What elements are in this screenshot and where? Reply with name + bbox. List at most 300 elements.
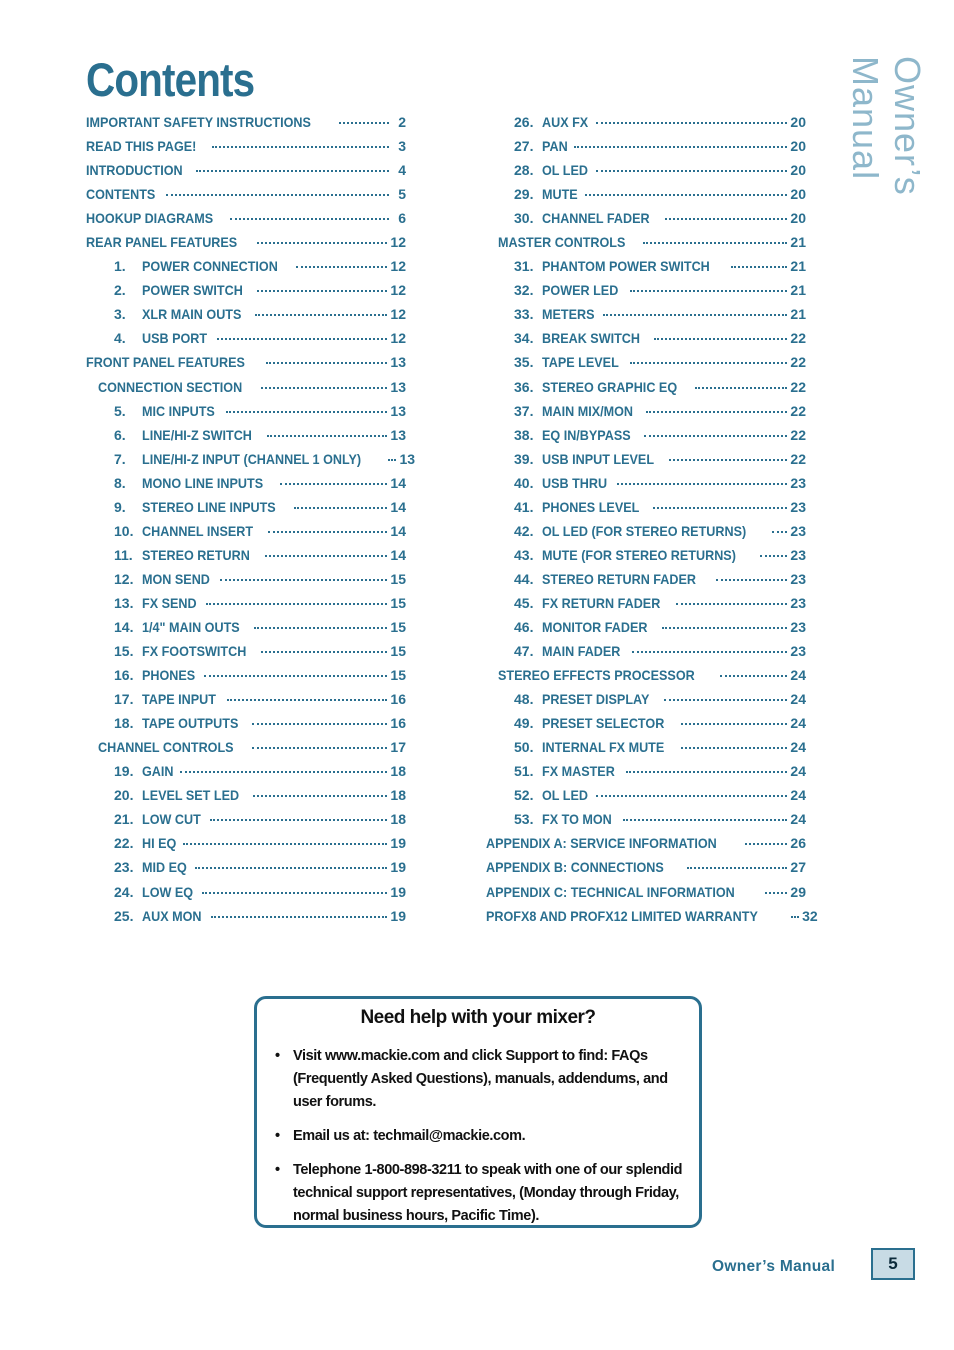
dot-leader bbox=[294, 507, 388, 509]
dot-leader bbox=[596, 122, 787, 124]
toc-entry-page: 24 bbox=[790, 763, 806, 780]
toc-entry-number: 46. bbox=[514, 618, 534, 635]
toc-entry-number: 34. bbox=[514, 330, 534, 347]
toc-entry[interactable] bbox=[484, 182, 806, 206]
dot-leader bbox=[180, 771, 387, 773]
dot-leader bbox=[261, 651, 388, 653]
dot-leader bbox=[731, 266, 787, 268]
toc-entry-number: 43. bbox=[514, 546, 534, 563]
dot-leader bbox=[211, 916, 387, 918]
toc-entry-page: 13 bbox=[390, 354, 406, 371]
dot-leader bbox=[212, 146, 389, 148]
toc-entry-page: 22 bbox=[790, 450, 806, 467]
toc-entry-number: 22. bbox=[114, 835, 134, 852]
dot-leader bbox=[681, 747, 788, 749]
toc-entry-label: PAN bbox=[542, 138, 568, 155]
toc-entry-label: READ THIS PAGE! bbox=[86, 138, 197, 155]
dot-leader bbox=[257, 242, 387, 244]
toc-entry-number: 10. bbox=[114, 522, 134, 539]
help-item bbox=[275, 1125, 685, 1148]
toc-entry[interactable] bbox=[84, 326, 406, 350]
dot-leader bbox=[265, 555, 388, 557]
toc-entry-number: 4. bbox=[114, 330, 126, 347]
dot-leader bbox=[643, 242, 788, 244]
dot-leader bbox=[226, 411, 388, 413]
toc-entry-label: FX TO MON bbox=[542, 811, 612, 828]
toc-entry[interactable] bbox=[84, 543, 406, 567]
toc-entry-number: 15. bbox=[114, 643, 134, 660]
dot-leader bbox=[388, 459, 396, 461]
toc-entry-label: GAIN bbox=[142, 763, 174, 780]
dot-leader bbox=[632, 651, 787, 653]
toc-entry[interactable] bbox=[484, 567, 806, 591]
toc-entry-label: STEREO GRAPHIC EQ bbox=[542, 378, 678, 395]
toc-entry-label: POWER CONNECTION bbox=[142, 258, 278, 275]
dot-leader bbox=[603, 314, 787, 316]
toc-entry[interactable] bbox=[484, 543, 806, 567]
dot-leader bbox=[261, 387, 387, 389]
toc-entry-label: TAPE LEVEL bbox=[542, 354, 619, 371]
toc-entry-label: STEREO RETURN bbox=[142, 546, 250, 563]
toc-entry-number: 26. bbox=[514, 114, 534, 130]
dot-leader bbox=[252, 723, 387, 725]
dot-leader bbox=[585, 194, 788, 196]
dot-leader bbox=[252, 747, 388, 749]
toc-entry-number: 37. bbox=[514, 402, 534, 419]
toc-entry[interactable] bbox=[484, 134, 806, 158]
toc-entry-label: AUX FX bbox=[542, 114, 589, 130]
toc-entry[interactable] bbox=[84, 278, 406, 302]
dot-leader bbox=[630, 362, 787, 364]
dot-leader bbox=[687, 867, 788, 869]
toc-entry[interactable] bbox=[84, 206, 406, 230]
toc-entry-label: METERS bbox=[542, 306, 595, 323]
toc-entry-page: 22 bbox=[790, 354, 806, 371]
toc-entry-page: 23 bbox=[790, 498, 806, 515]
toc-entry[interactable] bbox=[84, 831, 406, 855]
toc-entry-label: HOOKUP DIAGRAMS bbox=[86, 210, 214, 227]
toc-entry[interactable] bbox=[84, 519, 406, 543]
toc-entry-number: 49. bbox=[514, 715, 534, 732]
toc-entry[interactable] bbox=[84, 567, 406, 591]
dot-leader bbox=[227, 699, 387, 701]
toc-entry-page: 23 bbox=[790, 522, 806, 539]
toc-entry-page: 18 bbox=[390, 787, 406, 804]
toc-entry-label: TAPE INPUT bbox=[142, 691, 216, 708]
toc-entry[interactable] bbox=[84, 711, 406, 735]
toc-entry-label: AUX MON bbox=[142, 907, 202, 924]
help-item bbox=[275, 1159, 685, 1228]
toc-entry-label: TAPE OUTPUTS bbox=[142, 715, 239, 732]
toc-entry-label: EQ IN/BYPASS bbox=[542, 426, 631, 443]
toc-entry[interactable] bbox=[84, 615, 406, 639]
toc-entry-number: 52. bbox=[514, 787, 534, 804]
toc-entry-label: CHANNEL FADER bbox=[542, 210, 650, 227]
dot-leader bbox=[662, 627, 787, 629]
toc-entry-label: LOW CUT bbox=[142, 811, 201, 828]
toc-entry[interactable] bbox=[484, 711, 806, 735]
toc-entry[interactable] bbox=[484, 230, 806, 254]
toc-entry-number: 23. bbox=[114, 859, 134, 876]
toc-entry-label: MUTE (FOR STEREO RETURNS) bbox=[542, 546, 736, 563]
toc-entry-label: FX MASTER bbox=[542, 763, 615, 780]
toc-entry-label: HI EQ bbox=[142, 835, 177, 852]
dot-leader bbox=[596, 170, 787, 172]
dot-leader bbox=[268, 531, 387, 533]
dot-leader bbox=[266, 362, 388, 364]
toc-entry-page: 16 bbox=[390, 691, 406, 708]
toc-entry-page: 15 bbox=[390, 570, 406, 587]
toc-entry-label: REAR PANEL FEATURES bbox=[86, 234, 238, 251]
page-title: Contents bbox=[86, 53, 255, 106]
toc-entry-number: 29. bbox=[514, 186, 534, 203]
toc-entry[interactable] bbox=[484, 591, 806, 615]
toc-entry[interactable] bbox=[84, 230, 406, 254]
toc-entry[interactable] bbox=[484, 831, 806, 855]
toc-entry-page: 19 bbox=[390, 907, 406, 924]
dot-leader bbox=[257, 290, 387, 292]
toc-entry-label: CONNECTION SECTION bbox=[98, 378, 243, 395]
toc-entry-number: 7. bbox=[114, 450, 126, 467]
toc-entry[interactable] bbox=[84, 855, 406, 879]
toc-entry[interactable] bbox=[84, 350, 406, 374]
toc-entry[interactable] bbox=[84, 735, 406, 759]
toc-entry-number: 24. bbox=[114, 883, 134, 900]
toc-entry-label: FX SEND bbox=[142, 594, 197, 611]
toc-entry-page: 12 bbox=[390, 306, 406, 323]
toc-entry[interactable] bbox=[84, 254, 406, 278]
toc-entry-label: CONTENTS bbox=[86, 186, 156, 203]
toc-entry-page: 29 bbox=[790, 883, 806, 900]
toc-entry-label: MUTE bbox=[542, 186, 578, 203]
toc-entry[interactable] bbox=[84, 663, 406, 687]
toc-entry-page: 12 bbox=[390, 282, 406, 299]
dot-leader bbox=[617, 483, 787, 485]
toc-entry-label: PROFX8 AND PROFX12 LIMITED WARRANTY bbox=[486, 907, 758, 924]
toc-entry-number: 27. bbox=[514, 138, 534, 155]
toc-entry[interactable] bbox=[484, 663, 806, 687]
toc-entry-label: CHANNEL CONTROLS bbox=[98, 739, 234, 756]
help-title: Need help with your mixer? bbox=[360, 1007, 596, 1028]
toc-entry-page: 22 bbox=[790, 330, 806, 347]
toc-entry-page: 12 bbox=[390, 234, 406, 251]
toc-entry-page: 13 bbox=[399, 450, 416, 467]
toc-entry-label: OL LED bbox=[542, 162, 588, 179]
dot-leader bbox=[676, 603, 787, 605]
toc-entry-number: 41. bbox=[514, 498, 534, 515]
toc-entry-number: 18. bbox=[114, 715, 134, 732]
toc-entry[interactable] bbox=[484, 254, 806, 278]
toc-entry[interactable] bbox=[484, 687, 806, 711]
toc-entry-number: 14. bbox=[114, 618, 134, 635]
toc-entry[interactable] bbox=[484, 783, 806, 807]
toc-entry[interactable] bbox=[84, 375, 406, 399]
toc-entry[interactable] bbox=[84, 134, 406, 158]
dot-leader bbox=[630, 290, 788, 292]
toc-entry[interactable] bbox=[484, 904, 818, 928]
toc-entry[interactable] bbox=[484, 639, 806, 663]
toc-entry-page: 20 bbox=[790, 138, 806, 155]
toc-entry[interactable] bbox=[84, 807, 406, 831]
dot-leader bbox=[596, 795, 787, 797]
toc-entry-page: 20 bbox=[790, 210, 806, 227]
toc-entry-number: 13. bbox=[114, 594, 134, 611]
toc-entry[interactable] bbox=[484, 278, 806, 302]
toc-entry-number: 19. bbox=[114, 763, 134, 780]
toc-entry-label: APPENDIX A: SERVICE INFORMATION bbox=[486, 835, 717, 852]
toc-entry[interactable] bbox=[84, 639, 406, 663]
toc-entry-page: 16 bbox=[390, 715, 406, 732]
dot-leader bbox=[646, 411, 787, 413]
toc-entry-page: 4 bbox=[398, 162, 406, 179]
dot-leader bbox=[267, 435, 387, 437]
toc-entry-page: 20 bbox=[790, 186, 806, 203]
toc-entry[interactable] bbox=[484, 423, 806, 447]
toc-entry[interactable] bbox=[84, 759, 406, 783]
toc-entry-page: 14 bbox=[390, 522, 406, 539]
dot-leader bbox=[166, 194, 389, 196]
toc-entry[interactable] bbox=[84, 880, 406, 904]
toc-entry-label: INTERNAL FX MUTE bbox=[542, 739, 665, 756]
toc-entry-page: 3 bbox=[398, 138, 406, 155]
toc-entry-label: MON SEND bbox=[142, 570, 210, 587]
toc-entry[interactable] bbox=[484, 375, 806, 399]
toc-entry[interactable] bbox=[484, 880, 806, 904]
toc-entry-label: USB PORT bbox=[142, 330, 208, 347]
toc-entry-page: 24 bbox=[790, 667, 806, 684]
dot-leader bbox=[183, 843, 387, 845]
toc-entry-number: 40. bbox=[514, 474, 534, 491]
toc-entry-page: 26 bbox=[790, 835, 806, 852]
dot-leader bbox=[255, 314, 387, 316]
toc-entry-label: USB INPUT LEVEL bbox=[542, 450, 655, 467]
toc-entry-number: 36. bbox=[514, 378, 534, 395]
toc-entry-label: MID EQ bbox=[142, 859, 187, 876]
toc-entry-page: 15 bbox=[390, 618, 406, 635]
toc-entry[interactable] bbox=[84, 591, 406, 615]
help-item-text: Email us at: techmail@mackie.com. bbox=[293, 1128, 526, 1144]
toc-entry-page: 18 bbox=[390, 811, 406, 828]
toc-entry[interactable] bbox=[484, 302, 806, 326]
toc-entry[interactable] bbox=[84, 110, 406, 134]
toc-entry[interactable] bbox=[84, 783, 406, 807]
toc-entry-number: 2. bbox=[114, 282, 126, 299]
toc-entry-page: 22 bbox=[790, 426, 806, 443]
dot-leader bbox=[280, 483, 388, 485]
toc-entry-label: POWER LED bbox=[542, 282, 619, 299]
toc-entry-label: OL LED bbox=[542, 787, 588, 804]
toc-entry-page: 5 bbox=[398, 186, 406, 203]
toc-entry-page: 21 bbox=[790, 234, 806, 251]
dot-leader bbox=[654, 338, 788, 340]
toc-entry-number: 11. bbox=[114, 546, 133, 563]
toc-entry-label: LINE/HI-Z INPUT (CHANNEL 1 ONLY) bbox=[142, 450, 362, 467]
dot-leader bbox=[765, 892, 787, 894]
toc-entry[interactable] bbox=[484, 350, 806, 374]
toc-entry-page: 23 bbox=[790, 618, 806, 635]
toc-entry-number: 53. bbox=[514, 811, 534, 828]
help-item-text: Telephone 1-800-898-3211 to speak with one of our splendid technical support representatives, (Monday through Friday, normal business hours, Pacific Time). bbox=[293, 1162, 683, 1224]
toc-right-column bbox=[484, 110, 818, 928]
toc-entry-page: 24 bbox=[790, 739, 806, 756]
toc-entry[interactable] bbox=[84, 495, 406, 519]
toc-entry-label: APPENDIX B: CONNECTIONS bbox=[486, 859, 664, 876]
dot-leader bbox=[230, 218, 389, 220]
toc-entry-label: STEREO EFFECTS PROCESSOR bbox=[498, 667, 695, 684]
toc-entry-page: 20 bbox=[790, 162, 806, 179]
dot-leader bbox=[196, 170, 389, 172]
dot-leader bbox=[339, 122, 389, 124]
toc-entry[interactable] bbox=[84, 182, 406, 206]
toc-entry-page: 2 bbox=[398, 114, 406, 130]
toc-entry-number: 30. bbox=[514, 210, 534, 227]
toc-entry-number: 9. bbox=[114, 498, 126, 515]
side-title: Owner’s Manual bbox=[845, 56, 928, 196]
toc-entry-page: 14 bbox=[390, 546, 406, 563]
toc-entry-page: 19 bbox=[390, 883, 406, 900]
toc-entry[interactable] bbox=[484, 495, 806, 519]
toc-entry-label: BREAK SWITCH bbox=[542, 330, 641, 347]
toc-entry-number: 20. bbox=[114, 787, 134, 804]
toc-entry[interactable] bbox=[484, 326, 806, 350]
toc-entry[interactable] bbox=[484, 471, 806, 495]
dot-leader bbox=[745, 843, 787, 845]
dot-leader bbox=[665, 218, 788, 220]
toc-entry-label: LOW EQ bbox=[142, 883, 194, 900]
toc-entry[interactable] bbox=[484, 615, 806, 639]
toc-entry-number: 44. bbox=[514, 570, 534, 587]
toc-entry-page: 24 bbox=[790, 715, 806, 732]
toc-entry[interactable] bbox=[484, 206, 806, 230]
help-item bbox=[275, 1045, 685, 1114]
toc-entry[interactable] bbox=[84, 904, 406, 928]
toc-entry-page: 24 bbox=[790, 787, 806, 804]
toc-entry[interactable] bbox=[84, 423, 406, 447]
toc-entry[interactable] bbox=[484, 158, 806, 182]
toc-entry-number: 32. bbox=[514, 282, 534, 299]
toc-entry[interactable] bbox=[484, 759, 806, 783]
dot-leader bbox=[202, 892, 388, 894]
dot-leader bbox=[254, 627, 388, 629]
toc-entry-label: MAIN MIX/MON bbox=[542, 402, 633, 419]
toc-entry-label: PHONES LEVEL bbox=[542, 498, 640, 515]
dot-leader bbox=[716, 579, 787, 581]
toc-entry-page: 23 bbox=[790, 594, 806, 611]
toc-entry-page: 23 bbox=[790, 643, 806, 660]
toc-entry-number: 39. bbox=[514, 450, 534, 467]
dot-leader bbox=[626, 771, 788, 773]
toc-entry-label: FX RETURN FADER bbox=[542, 594, 661, 611]
toc-entry-page: 23 bbox=[790, 474, 806, 491]
toc-entry-page: 15 bbox=[390, 667, 406, 684]
toc-entry-label: STEREO RETURN FADER bbox=[542, 570, 697, 587]
toc-entry-number: 6. bbox=[114, 426, 126, 443]
toc-entry-label: IMPORTANT SAFETY INSTRUCTIONS bbox=[86, 114, 311, 130]
toc-entry[interactable] bbox=[484, 399, 806, 423]
toc-entry-page: 12 bbox=[390, 330, 406, 347]
dot-leader bbox=[296, 266, 388, 268]
toc-entry-label: XLR MAIN OUTS bbox=[142, 306, 242, 323]
toc-entry-page: 13 bbox=[390, 426, 406, 443]
toc-entry-page: 22 bbox=[790, 402, 806, 419]
dot-leader bbox=[206, 603, 388, 605]
toc-entry[interactable] bbox=[484, 807, 806, 831]
toc-entry-number: 35. bbox=[514, 354, 534, 371]
dot-leader bbox=[695, 387, 787, 389]
bullet-icon: • bbox=[275, 1162, 280, 1178]
dot-leader bbox=[772, 531, 788, 533]
page-number: 5 bbox=[871, 1248, 915, 1280]
toc-entry-label: OL LED (FOR STEREO RETURNS) bbox=[542, 522, 747, 539]
toc-entry-page: 20 bbox=[790, 114, 806, 130]
dot-leader bbox=[623, 819, 788, 821]
toc-entry-number: 3. bbox=[114, 306, 126, 323]
help-box bbox=[254, 996, 702, 1228]
toc-entry-label: CHANNEL INSERT bbox=[142, 522, 254, 539]
toc-entry-number: 51. bbox=[514, 763, 534, 780]
toc-entry[interactable] bbox=[84, 302, 406, 326]
dot-leader bbox=[791, 916, 799, 918]
toc-entry-page: 21 bbox=[790, 282, 806, 299]
toc-entry-page: 12 bbox=[390, 258, 406, 275]
help-item-text: Visit www.mackie.com and click Support to find: FAQs (Frequently Asked Questions), manuals, addendums, and user forums. bbox=[293, 1048, 668, 1110]
toc-entry-page: 24 bbox=[790, 811, 806, 828]
toc-entry-page: 15 bbox=[390, 643, 406, 660]
toc-entry[interactable] bbox=[84, 399, 406, 423]
dot-leader bbox=[220, 579, 387, 581]
toc-entry[interactable] bbox=[484, 519, 806, 543]
toc-entry-page: 22 bbox=[790, 378, 806, 395]
dot-leader bbox=[204, 675, 387, 677]
toc-entry[interactable] bbox=[484, 735, 806, 759]
toc-entry-number: 21. bbox=[114, 811, 134, 828]
toc-entry-label: MONITOR FADER bbox=[542, 618, 648, 635]
toc-entry[interactable] bbox=[84, 447, 416, 471]
toc-entry-page: 13 bbox=[390, 402, 406, 419]
toc-entry-number: 17. bbox=[114, 691, 134, 708]
toc-entry-number: 5. bbox=[114, 402, 126, 419]
toc-entry-label: INTRODUCTION bbox=[86, 162, 183, 179]
toc-entry[interactable] bbox=[84, 158, 406, 182]
toc-entry-number: 1. bbox=[114, 258, 126, 275]
toc-entry[interactable] bbox=[484, 855, 806, 879]
toc-entry[interactable] bbox=[84, 471, 406, 495]
toc-entry[interactable] bbox=[484, 447, 806, 471]
dot-leader bbox=[653, 507, 787, 509]
toc-entry-label: PHANTOM POWER SWITCH bbox=[542, 258, 710, 275]
toc-entry-number: 16. bbox=[114, 667, 134, 684]
dot-leader bbox=[253, 795, 388, 797]
toc-entry-label: USB THRU bbox=[542, 474, 608, 491]
toc-left-column bbox=[84, 110, 416, 928]
toc-entry-page: 6 bbox=[398, 210, 406, 227]
toc-entry-label: MIC INPUTS bbox=[142, 402, 215, 419]
toc-entry-label: PRESET SELECTOR bbox=[542, 715, 665, 732]
toc-entry[interactable] bbox=[484, 110, 806, 134]
toc-entry-page: 15 bbox=[390, 594, 406, 611]
toc-entry-page: 21 bbox=[790, 306, 806, 323]
toc-entry-number: 47. bbox=[514, 643, 534, 660]
toc-entry-page: 17 bbox=[390, 739, 406, 756]
toc-entry-label: POWER SWITCH bbox=[142, 282, 243, 299]
toc-entry-page: 14 bbox=[390, 474, 406, 491]
toc-entry[interactable] bbox=[84, 687, 406, 711]
toc-entry-label: MASTER CONTROLS bbox=[498, 234, 626, 251]
toc-entry-number: 42. bbox=[514, 522, 534, 539]
toc-entry-label: FRONT PANEL FEATURES bbox=[86, 354, 245, 371]
toc-entry-label: STEREO LINE INPUTS bbox=[142, 498, 276, 515]
dot-leader bbox=[760, 555, 787, 557]
